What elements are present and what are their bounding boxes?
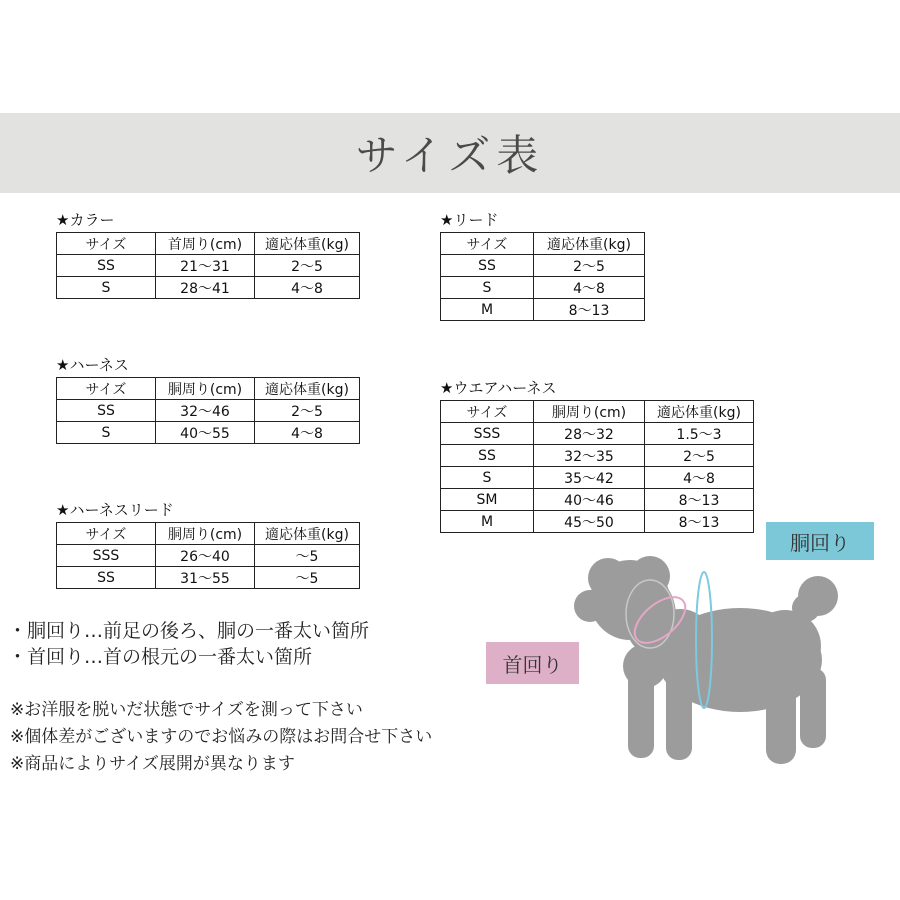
- dog-silhouette-icon: [574, 556, 838, 764]
- harness-lead-section: [56, 499, 360, 589]
- column-header: 適応体重(kg): [255, 523, 360, 545]
- table-cell: SS: [57, 255, 156, 277]
- size-table: [56, 232, 360, 299]
- table-cell: M: [441, 299, 534, 321]
- table-cell: 2〜5: [255, 255, 360, 277]
- table-cell: 4〜8: [534, 277, 645, 299]
- section-title: ★ウエアハーネス: [440, 379, 557, 397]
- size-table: [440, 400, 754, 533]
- note-neck: ・首回り…首の根元の一番太い箇所: [8, 646, 313, 668]
- table-row: [441, 489, 754, 511]
- table-header-row: [57, 233, 360, 255]
- table-cell: M: [441, 511, 534, 533]
- table-cell: 4〜8: [255, 277, 360, 299]
- table-cell: S: [441, 467, 534, 489]
- neck-girth-label-text: 首回り: [502, 652, 563, 677]
- remarks: [10, 697, 432, 778]
- column-header: 首周り(cm): [156, 233, 255, 255]
- section-title: ★ハーネス: [56, 356, 129, 374]
- lead-section: [440, 209, 645, 321]
- table-row: [57, 400, 360, 422]
- dog-illustration: [570, 548, 850, 778]
- size-table: [56, 522, 360, 589]
- table-cell: 8〜13: [645, 511, 754, 533]
- table-cell: SSS: [57, 545, 156, 567]
- table-cell: 32〜35: [534, 445, 645, 467]
- harness-section: [56, 354, 360, 444]
- table-cell: 〜5: [255, 567, 360, 589]
- measurement-notes: [8, 618, 369, 670]
- table-row: [441, 255, 645, 277]
- table-cell: SS: [57, 400, 156, 422]
- table-cell: 28〜41: [156, 277, 255, 299]
- table-cell: 40〜55: [156, 422, 255, 444]
- table-cell: 40〜46: [534, 489, 645, 511]
- table-cell: S: [57, 422, 156, 444]
- table-cell: 〜5: [255, 545, 360, 567]
- table-cell: SS: [57, 567, 156, 589]
- table-cell: SM: [441, 489, 534, 511]
- table-cell: 8〜13: [645, 489, 754, 511]
- table-row: [441, 511, 754, 533]
- table-cell: 45〜50: [534, 511, 645, 533]
- table-row: [441, 467, 754, 489]
- column-header: 胴周り(cm): [534, 401, 645, 423]
- table-cell: 2〜5: [534, 255, 645, 277]
- section-title: ★カラー: [56, 211, 115, 229]
- table-cell: 32〜46: [156, 400, 255, 422]
- table-row: [57, 567, 360, 589]
- table-header-row: [57, 523, 360, 545]
- table-cell: 28〜32: [534, 423, 645, 445]
- table-row: [441, 445, 754, 467]
- table-row: [441, 299, 645, 321]
- table-cell: 8〜13: [534, 299, 645, 321]
- table-cell: 26〜40: [156, 545, 255, 567]
- table-cell: S: [441, 277, 534, 299]
- size-table: [56, 377, 360, 444]
- table-header-row: [441, 401, 754, 423]
- table-cell: 2〜5: [645, 445, 754, 467]
- collar-section: [56, 209, 360, 299]
- table-cell: S: [57, 277, 156, 299]
- table-row: [57, 277, 360, 299]
- table-header-row: [441, 233, 645, 255]
- remark-item: ※お洋服を脱いだ状態でサイズを測って下さい: [10, 700, 363, 720]
- size-table: [440, 232, 645, 321]
- body-girth-label-text: 胴回り: [790, 530, 850, 555]
- table-cell: 4〜8: [255, 422, 360, 444]
- section-title: ★ハーネスリード: [56, 501, 174, 519]
- remark-item: ※商品によりサイズ展開が異なります: [10, 754, 295, 774]
- table-row: [441, 423, 754, 445]
- table-cell: SS: [441, 445, 534, 467]
- column-header: 適応体重(kg): [255, 233, 360, 255]
- column-header: 適応体重(kg): [534, 233, 645, 255]
- section-title: ★リード: [440, 211, 499, 229]
- table-header-row: [57, 378, 360, 400]
- table-row: [57, 545, 360, 567]
- table-cell: 1.5〜3: [645, 423, 754, 445]
- table-row: [57, 422, 360, 444]
- neck-girth-label: [486, 642, 579, 684]
- column-header: 適応体重(kg): [645, 401, 754, 423]
- wear-harness-section: [440, 377, 754, 533]
- column-header: サイズ: [57, 233, 156, 255]
- table-cell: 2〜5: [255, 400, 360, 422]
- column-header: サイズ: [57, 378, 156, 400]
- table-cell: 35〜42: [534, 467, 645, 489]
- table-cell: SSS: [441, 423, 534, 445]
- title-banner: [0, 113, 900, 193]
- page-title: サイズ表: [355, 131, 545, 180]
- note-body: ・胴回り…前足の後ろ、胴の一番太い箇所: [8, 620, 370, 642]
- column-header: サイズ: [441, 233, 534, 255]
- table-cell: 31〜55: [156, 567, 255, 589]
- remark-item: ※個体差がございますのでお悩みの際はお問合せ下さい: [10, 727, 433, 747]
- table-cell: SS: [441, 255, 534, 277]
- table-row: [57, 255, 360, 277]
- column-header: 適応体重(kg): [255, 378, 360, 400]
- column-header: サイズ: [57, 523, 156, 545]
- column-header: 胴周り(cm): [156, 378, 255, 400]
- column-header: サイズ: [441, 401, 534, 423]
- table-row: [441, 277, 645, 299]
- table-cell: 4〜8: [645, 467, 754, 489]
- column-header: 胴周り(cm): [156, 523, 255, 545]
- table-cell: 21〜31: [156, 255, 255, 277]
